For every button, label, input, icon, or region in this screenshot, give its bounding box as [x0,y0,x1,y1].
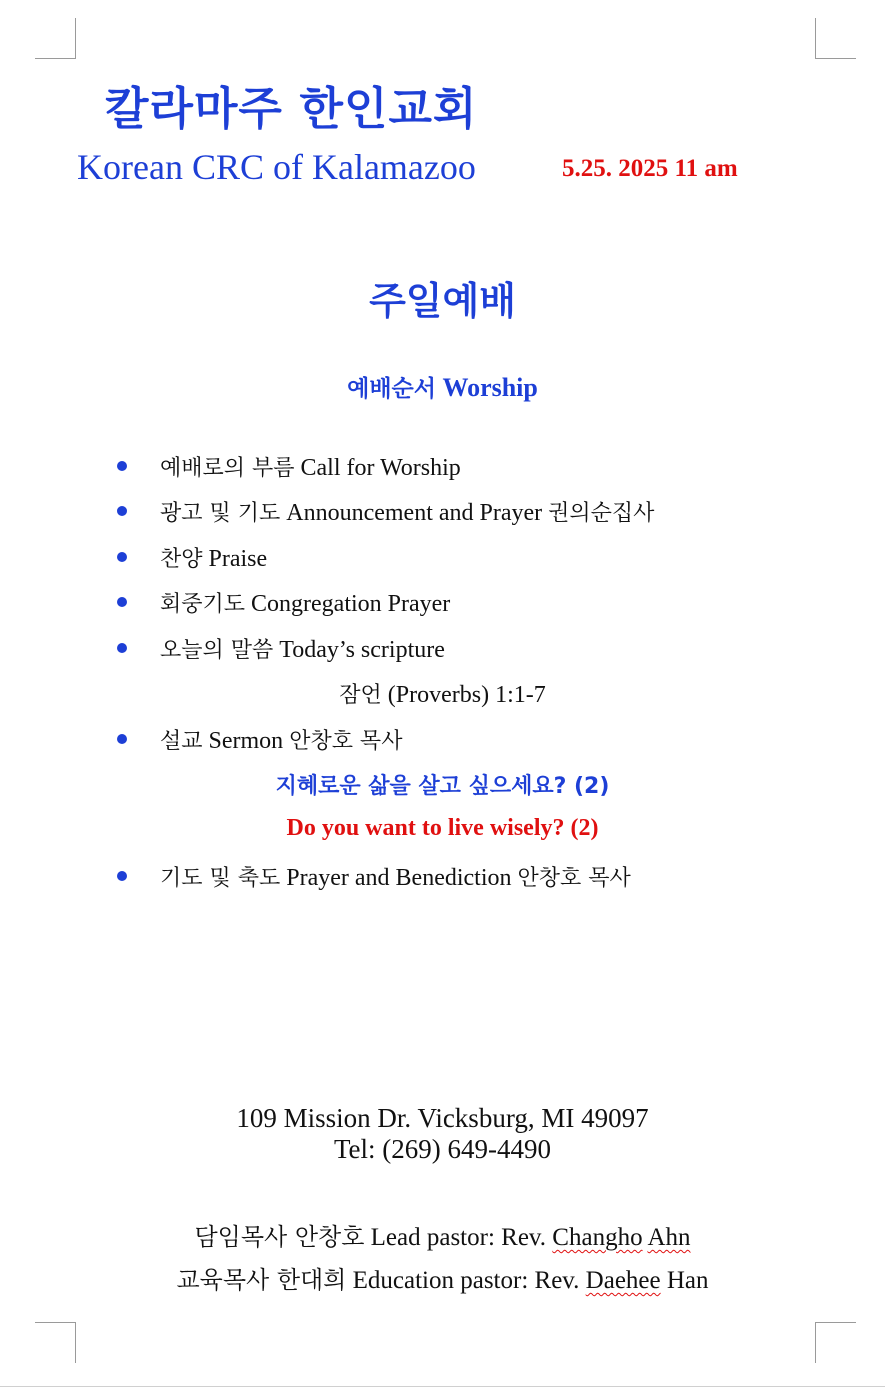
item-leader: 안창호 목사 [289,729,403,754]
item-english: Today’s scripture [279,637,445,663]
list-item [160,496,654,527]
margin-corner-top-right [815,18,856,59]
lead-pastor-last-name: Ahn [647,1224,691,1251]
list-item [160,542,267,573]
item-korean: 회중기도 [160,592,246,617]
item-korean: 기도 및 축도 [160,866,281,891]
bullet-icon [117,597,127,607]
list-item [160,861,631,892]
education-pastor-label: Education pastor: Rev. [352,1267,580,1294]
bullet-icon [117,461,127,471]
scripture-english: (Proverbs) 1:1-7 [387,682,546,708]
church-name-english: Korean CRC of Kalamazoo [77,147,476,187]
church-name-korean: 칼라마주 한인교회 [105,82,478,135]
item-korean: 예배로의 부름 [160,456,295,481]
item-korean: 찬양 [160,547,203,572]
bullet-icon [117,643,127,653]
item-english: Call for Worship [300,455,461,481]
bullet-icon [117,506,127,516]
scripture-reference [0,678,885,709]
item-english: Announcement and Prayer [286,500,543,526]
item-english: Praise [208,546,268,572]
church-address: 109 Mission Dr. Vicksburg, MI 49097 [236,1103,649,1133]
education-pastor-korean: 교육목사 한대희 [176,1266,347,1294]
bullet-icon [117,871,127,881]
page-bottom-edge [0,1386,885,1387]
scripture-korean: 잠언 [339,683,382,708]
margin-corner-bottom-right [815,1322,856,1363]
order-heading [0,370,885,403]
church-telephone: Tel: (269) 649-4490 [333,1134,552,1164]
item-korean: 오늘의 말씀 [160,638,274,663]
lead-pastor-korean: 담임목사 안창호 [194,1223,365,1251]
sermon-title-korean: 지혜로운 삶을 살고 싶으세요? (2) [275,774,610,799]
item-english: Congregation Prayer [251,591,451,617]
education-pastor-line [0,1260,885,1295]
order-heading-english: Worship [442,373,538,402]
education-pastor-last-name: Han [666,1267,709,1294]
lead-pastor-first-name: Changho [552,1224,643,1251]
bullet-icon [117,734,127,744]
lead-pastor-line [0,1217,885,1252]
margin-corner-bottom-left [35,1322,76,1363]
item-english: Sermon [208,728,284,754]
service-title: 주일예배 [369,279,516,323]
list-item [160,451,461,482]
service-date: 5.25. 2025 11 am [562,155,738,182]
margin-corner-top-left [35,18,76,59]
sermon-title-english: Do you want to live wisely? (2) [286,815,599,841]
order-heading-korean: 예배순서 [347,376,436,402]
list-item [160,587,450,618]
item-korean: 설교 [160,729,203,754]
item-leader: 권의순집사 [548,501,655,526]
item-leader: 안창호 목사 [517,866,631,891]
lead-pastor-label: Lead pastor: Rev. [370,1224,547,1251]
list-item [160,724,402,755]
item-english: Prayer and Benediction [286,865,512,891]
list-item [160,633,445,664]
education-pastor-first-name: Daehee [585,1267,661,1294]
bullet-icon [117,552,127,562]
item-korean: 광고 및 기도 [160,501,281,526]
